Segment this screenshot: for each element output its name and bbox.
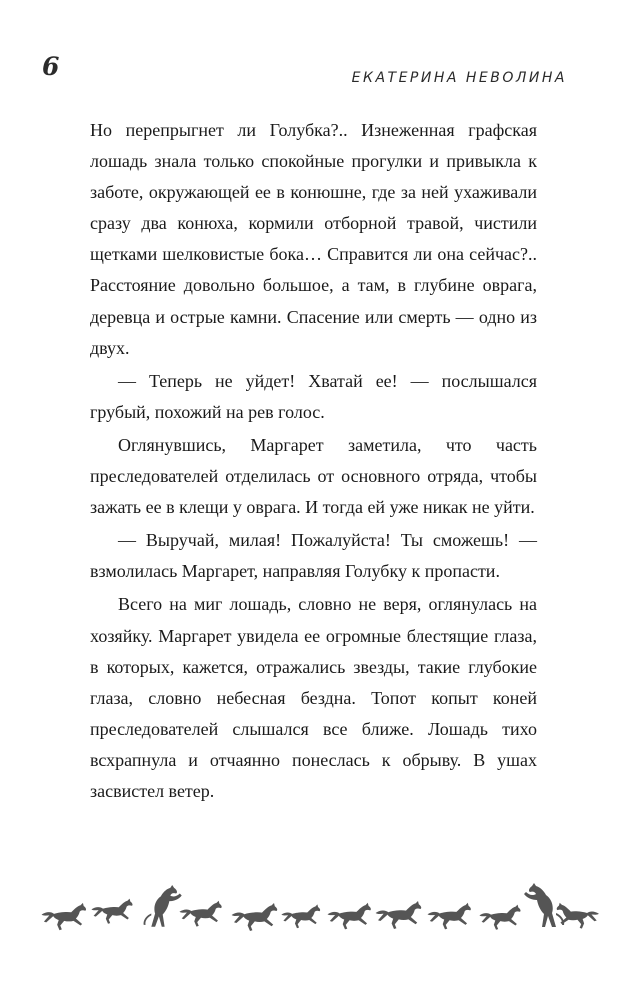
horse-silhouette-icon [479,905,520,930]
horse-silhouette-icon [179,901,221,927]
horse-silhouette-icon [144,885,182,927]
horse-silhouette-icon [328,903,371,930]
paragraph: Но перепрыгнет ли Голубка?.. Изнеженная графская лошадь знала только спокойные прогулки и привыкла к заботе, окружающей ее в конюшне, где за ней ухаживали сразу два конюха, кормили отборной травой, чистили щетками шелковистые бока… Справится ли она сейчас?.. Расстояние довольно большое, а там, в глубине оврага, деревца и острые камни. Спасение или смерть — одно из двух. [90,120,537,358]
horse-silhouette-icon [91,899,132,924]
horse-silhouette-icon [376,901,422,929]
horse-silhouette-icon [232,903,278,931]
paragraph: — Теперь не уйдет! Хватай ее! — послышался грубый, похожий на рев голос. [90,370,537,422]
page-number: 6 [42,52,60,81]
body-text [90,115,537,807]
running-head-author: ЕКАТЕРИНА НЕВОЛИНА [351,70,567,86]
paragraph: Оглянувшись, Маргарет заметила, что часть преследователей отделилась от основного отряда, чтобы зажать ее в клещи у оврага. И тогда ей уже никак не уйти. [90,434,537,518]
horse-silhouette-icon [281,904,320,928]
horse-silhouette-icon [42,903,86,930]
horse-silhouette-icon [428,903,471,930]
galloping-horses-icon [40,877,600,933]
paragraph: Всего на миг лошадь, словно не веря, оглянулась на хозяйку. Маргарет увидела ее огромные блестящие глаза, в которых, кажется, отражались звезды, такие глубокие глаза, словно небесная бездна. Топот копыт коней преследователей слышался все ближе. Лошадь тихо всхрапнула и отчаянно понеслась к обрыву. В ушах засвистел ветер. [90,594,537,801]
horse-silhouette-icon [524,883,564,927]
paragraph: — Выручай, милая! Пожалуйста! Ты сможешь! — взмолилась Маргарет, направляя Голубку к пропасти. [90,530,537,582]
